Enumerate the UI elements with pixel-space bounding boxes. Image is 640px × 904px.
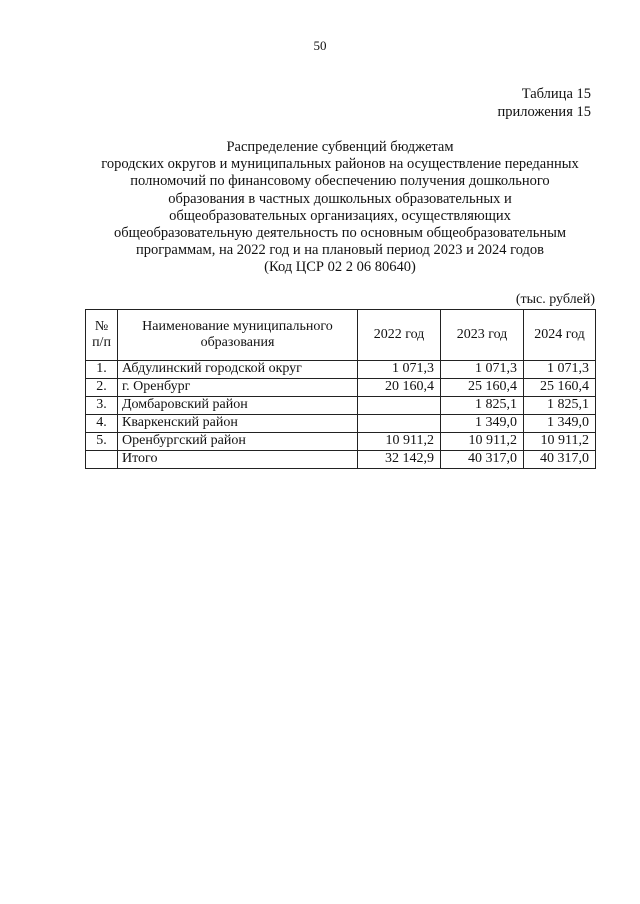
header-number: № п/п: [86, 310, 118, 361]
header-2024: 2024 год: [524, 310, 596, 361]
row-value-2024: 1 825,1: [524, 397, 596, 415]
page-number: 50: [313, 38, 327, 53]
row-number: 3.: [86, 397, 118, 415]
table-ref-line-1: Таблица 15: [521, 86, 591, 102]
table-row: [86, 397, 596, 415]
total-value-2024: 40 317,0: [524, 451, 596, 469]
row-number: 5.: [86, 433, 118, 451]
row-number: 1.: [86, 361, 118, 379]
row-number: 2.: [86, 379, 118, 397]
row-municipality: Кваркенский район: [118, 415, 358, 433]
row-value-2022: 10 911,2: [358, 433, 441, 451]
total-value-2022: 32 142,9: [358, 451, 441, 469]
title-line: программам, на 2022 год и на плановый период 2023 и 2024 годов: [135, 242, 545, 259]
header-municipality: Наименование муниципального образования: [118, 310, 358, 361]
header-2022: 2022 год: [358, 310, 441, 361]
row-value-2023: 1 825,1: [441, 397, 524, 415]
total-value-2023: 40 317,0: [441, 451, 524, 469]
row-value-2022: [358, 397, 441, 415]
table-row: [86, 415, 596, 433]
units-label: (тыс. рублей): [515, 292, 595, 307]
subvention-table: [85, 309, 596, 469]
document-title: [70, 139, 610, 277]
header-2023: 2023 год: [441, 310, 524, 361]
row-value-2022: [358, 415, 441, 433]
row-value-2024: 1 071,3: [524, 361, 596, 379]
row-value-2023: 1 071,3: [441, 361, 524, 379]
row-value-2024: 1 349,0: [524, 415, 596, 433]
table-total-row: [86, 451, 596, 469]
title-line: Распределение субвенций бюджетам: [226, 139, 454, 155]
row-municipality: Абдулинский городской округ: [118, 361, 358, 379]
title-line: городских округов и муниципальных районов на осуществление переданных: [101, 156, 579, 173]
title-line: общеобразовательную деятельность по основным общеобразовательным: [113, 225, 566, 242]
title-line: (Код ЦСР 02 2 06 80640): [264, 259, 416, 276]
row-value-2024: 25 160,4: [524, 379, 596, 397]
table-ref-line-2: приложения 15: [497, 104, 591, 120]
title-line: полномочий по финансовому обеспечению получения дошкольного: [130, 173, 550, 190]
row-value-2023: 25 160,4: [441, 379, 524, 397]
table-row: [86, 361, 596, 379]
title-line: образования в частных дошкольных образовательных и: [168, 190, 512, 207]
table-row: [86, 379, 596, 397]
row-value-2022: 20 160,4: [358, 379, 441, 397]
row-municipality: г. Оренбург: [118, 379, 358, 397]
total-number: [86, 451, 118, 469]
row-value-2023: 1 349,0: [441, 415, 524, 433]
table-row: [86, 433, 596, 451]
row-value-2022: 1 071,3: [358, 361, 441, 379]
row-municipality: Домбаровский район: [118, 397, 358, 415]
row-number: 4.: [86, 415, 118, 433]
row-value-2023: 10 911,2: [441, 433, 524, 451]
total-label: Итого: [118, 451, 358, 469]
title-line: общеобразовательных организациях, осуществляющих: [169, 207, 511, 224]
table-reference: [498, 85, 591, 121]
row-value-2024: 10 911,2: [524, 433, 596, 451]
table-header-row: [86, 310, 596, 361]
row-municipality: Оренбургский район: [118, 433, 358, 451]
